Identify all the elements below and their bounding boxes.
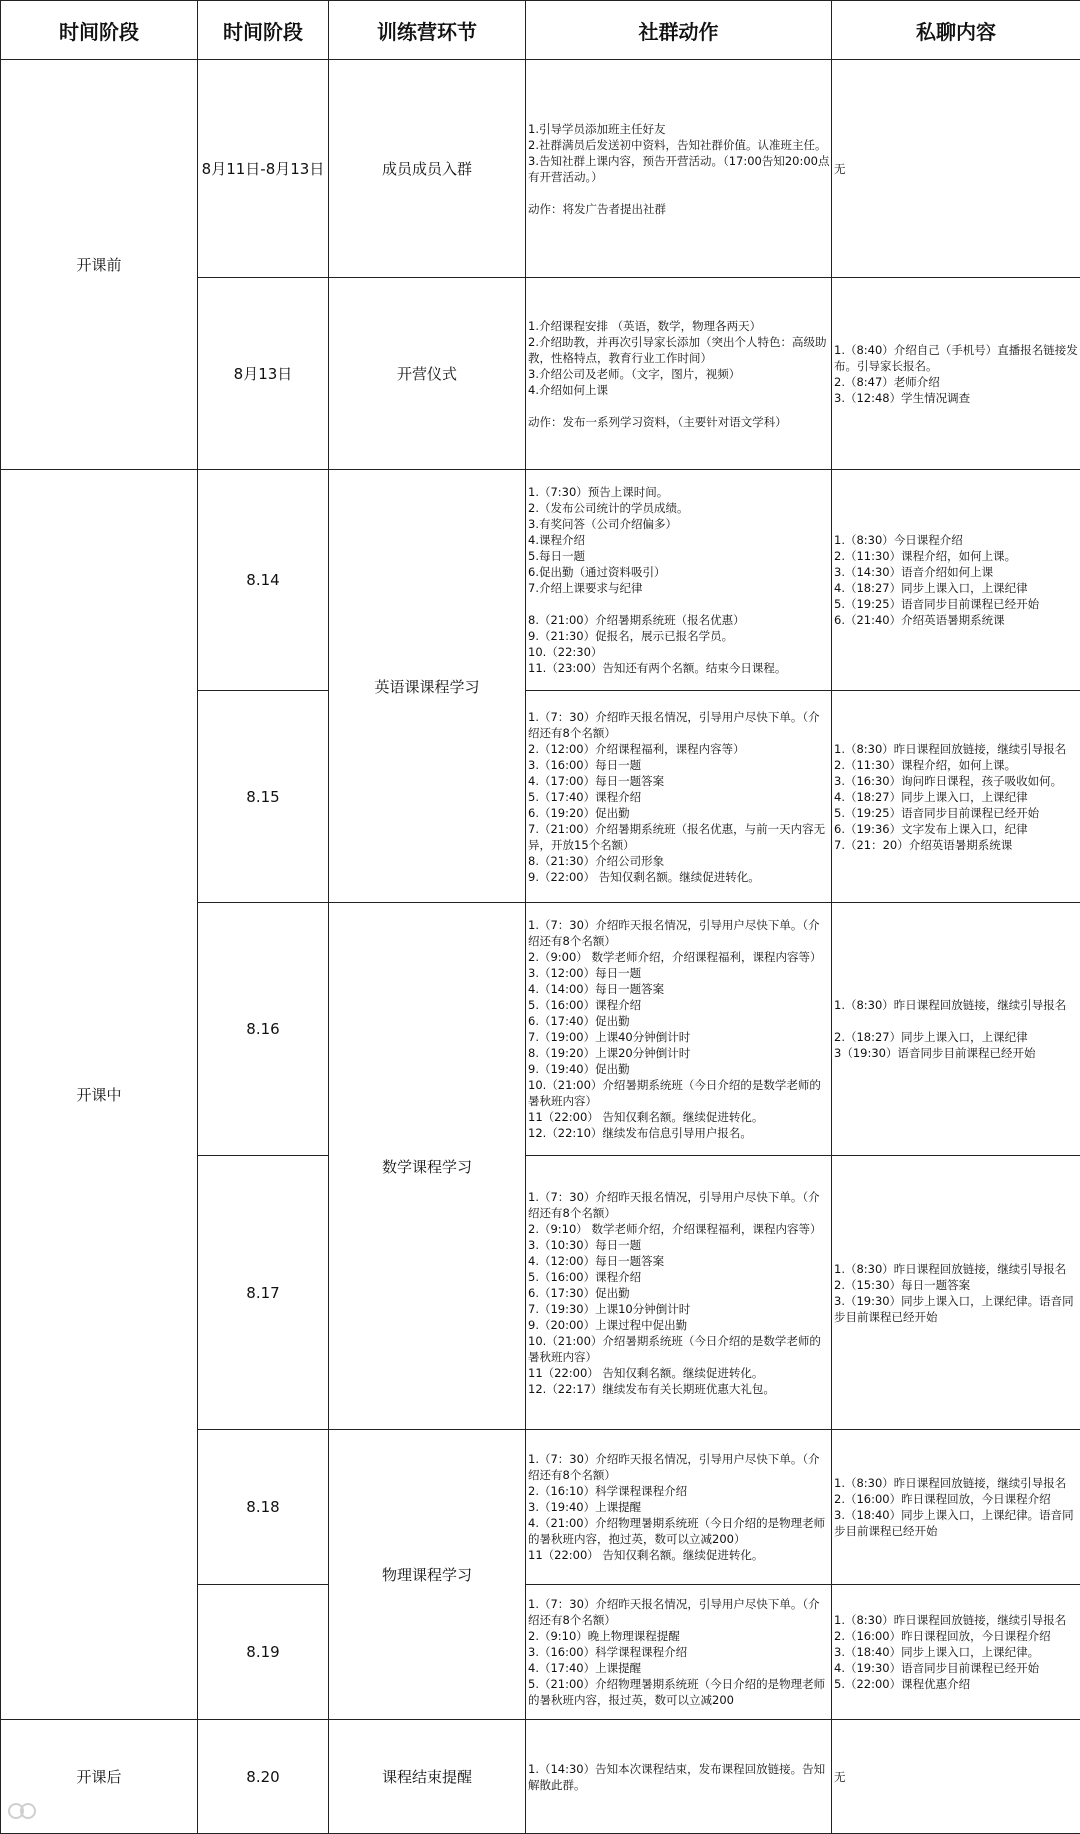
cell-line: 11.（23:00）告知还有两个名额。结束今日课程。 [528, 660, 830, 676]
cell-line: 3.（12:48）学生情况调查 [834, 390, 1079, 406]
date-cell: 8月13日 [198, 278, 329, 470]
cell-line: 5.（21:00）介绍物理暑期系统班（今日介绍的是物理老师的暑秋班内容，报过英，数可以立减200 [528, 1676, 830, 1708]
cell-line: 3.（18:40）同步上课入口，上课纪律。语音同步目前课程已经开始 [834, 1507, 1079, 1539]
cell-line: 动作：将发广告者提出社群 [528, 201, 830, 217]
cell-line: 1.（14:30）告知本次课程结束，发布课程回放链接。告知解散此群。 [528, 1761, 830, 1793]
header-private-chat: 私聊内容 [832, 1, 1080, 60]
group-action-cell [526, 1156, 832, 1430]
private-chat-cell [832, 470, 1080, 691]
cell-line: 3.（16:00）每日一题 [528, 757, 830, 773]
cell-line: 1.（7：30）介绍昨天报名情况，引导用户尽快下单。（介绍还有8个名额） [528, 1451, 830, 1483]
cell-line: 2.（9:10） 数学老师介绍，介绍课程福利，课程内容等） [528, 1221, 830, 1237]
group-action-cell [526, 1585, 832, 1720]
cell-line: 4.（14:00）每日一题答案 [528, 981, 830, 997]
cell-line: 10.（21:00）介绍暑期系统班（今日介绍的是数学老师的暑秋班内容） [528, 1077, 830, 1109]
private-chat-cell [832, 903, 1080, 1156]
cell-line: 2.社群满员后发送初中资料，告知社群价值。认准班主任。 [528, 137, 830, 153]
cell-line: 2.（8:47）老师介绍 [834, 374, 1079, 390]
cell-line: 6.促出勤（通过资料吸引） [528, 564, 830, 580]
segment-math: 数学课程学习 [329, 903, 526, 1430]
cell-line: 3.（19:40）上课提醒 [528, 1499, 830, 1515]
cell-line: 9.（21:30）促报名，展示已报名学员。 [528, 628, 830, 644]
cell-line [528, 596, 830, 612]
date-cell: 8.14 [198, 470, 329, 691]
cell-line: 1.（7：30）介绍昨天报名情况，引导用户尽快下单。（介绍还有8个名额） [528, 1189, 830, 1221]
date-cell: 8.19 [198, 1585, 329, 1720]
group-action-cell [526, 278, 832, 470]
group-action-cell [526, 1430, 832, 1585]
cell-line: 2.（9:00） 数学老师介绍，介绍课程福利，课程内容等） [528, 949, 830, 965]
segment-end: 课程结束提醒 [329, 1720, 526, 1834]
cell-line: 11（22:00） 告知仅剩名额。继续促进转化。 [528, 1365, 830, 1381]
header-row [1, 1, 1080, 60]
watermark-logo [6, 1800, 40, 1822]
segment-opening: 开营仪式 [329, 278, 526, 470]
cell-line: 5.（17:40）课程介绍 [528, 789, 830, 805]
group-action-cell [526, 1720, 832, 1834]
cell-line: 5.（16:00）课程介绍 [528, 1269, 830, 1285]
cell-line: 7.（19:30）上课10分钟倒计时 [528, 1301, 830, 1317]
cell-line: 1.（8:30）今日课程介绍 [834, 532, 1079, 548]
group-action-cell [526, 470, 832, 691]
cell-line: 11（22:00） 告知仅剩名额。继续促进转化。 [528, 1109, 830, 1125]
cell-line: 3.告知社群上课内容，预告开营活动。（17:00告知20:00点有开营活动。） [528, 153, 830, 185]
cell-line: 8.（21:30）介绍公司形象 [528, 853, 830, 869]
date-cell: 8月11日-8月13日 [198, 60, 329, 278]
group-action-cell [526, 903, 832, 1156]
date-cell: 8.15 [198, 691, 329, 903]
cell-line: 2.（11:30）课程介绍，如何上课。 [834, 757, 1079, 773]
cell-line: 1.（8:30）昨日课程回放链接，继续引导报名 [834, 741, 1079, 757]
cell-line: 5.（19:25）语音同步目前课程已经开始 [834, 596, 1079, 612]
cell-line: 8.（21:00）介绍暑期系统班（报名优惠） [528, 612, 830, 628]
cell-line: 6.（17:30）促出勤 [528, 1285, 830, 1301]
cell-line: 4.介绍如何上课 [528, 382, 830, 398]
cell-line: 4.（18:27）同步上课入口，上课纪律 [834, 580, 1079, 596]
cell-line: 3.（10:30）每日一题 [528, 1237, 830, 1253]
cell-line: 5.每日一题 [528, 548, 830, 564]
cell-line: 3.（18:40）同步上课入口，上课纪律。 [834, 1644, 1079, 1660]
cell-line: 4.（21:00）介绍物理暑期系统班（今日介绍的是物理老师的暑秋班内容，抱过英，数可以立减200） [528, 1515, 830, 1547]
cell-line: 2.（9:10）晚上物理课程提醒 [528, 1628, 830, 1644]
cell-line: 2.（16:00）昨日课程回放，今日课程介绍 [834, 1628, 1079, 1644]
cell-line: 7.（21：20）介绍英语暑期系统课 [834, 837, 1079, 853]
cell-line: 1.（7：30）介绍昨天报名情况，引导用户尽快下单。（介绍还有8个名额） [528, 917, 830, 949]
cell-line: 12.（22:17）继续发布有关长期班优惠大礼包。 [528, 1381, 830, 1397]
cell-line: 2.（18:27）同步上课入口，上课纪律 [834, 1029, 1079, 1045]
phase-after: 开课后 [1, 1720, 198, 1834]
date-cell: 8.20 [198, 1720, 329, 1834]
cell-line: 9.（20:00）上课过程中促出勤 [528, 1317, 830, 1333]
cell-line: 1.（7：30）介绍昨天报名情况，引导用户尽快下单。（介绍还有8个名额） [528, 709, 830, 741]
cell-line: 无 [834, 161, 1079, 177]
cell-line: 3（19:30）语音同步目前课程已经开始 [834, 1045, 1079, 1061]
cell-line: 4.（19:30）语音同步目前课程已经开始 [834, 1660, 1079, 1676]
cell-line: 5.（16:00）课程介绍 [528, 997, 830, 1013]
cell-line: 7.（21:00）介绍暑期系统班（报名优惠，与前一天内容无异，开放15个名额） [528, 821, 830, 853]
cell-line: 1.引导学员添加班主任好友 [528, 121, 830, 137]
cell-line: 6.（17:40）促出勤 [528, 1013, 830, 1029]
cell-line: 7.（19:00）上课40分钟倒计时 [528, 1029, 830, 1045]
private-chat-cell [832, 1585, 1080, 1720]
private-chat-cell [832, 1430, 1080, 1585]
cell-line: 10.（21:00）介绍暑期系统班（今日介绍的是数学老师的暑秋班内容） [528, 1333, 830, 1365]
cell-line: 3.（19:30）同步上课入口，上课纪律。语音同步目前课程已经开始 [834, 1293, 1079, 1325]
cell-line: 2.介绍助教，并再次引导家长添加（突出个人特色：高级助教，性格特点，教育行业工作时间） [528, 334, 830, 366]
header-group-action: 社群动作 [526, 1, 832, 60]
cell-line: 1.（8:40）介绍自己（手机号）直播报名链接发布。引导家长报名。 [834, 342, 1079, 374]
cell-line: 无 [834, 1769, 1079, 1785]
cell-line: 1.（8:30）昨日课程回放链接，继续引导报名 [834, 1475, 1079, 1491]
cell-line: 动作：发布一系列学习资料，（主要针对语文学科） [528, 414, 830, 430]
group-action-cell [526, 691, 832, 903]
cell-line [528, 398, 830, 414]
segment-physics: 物理课程学习 [329, 1430, 526, 1720]
cell-line: 2.（16:10）科学课程课程介绍 [528, 1483, 830, 1499]
table-row [1, 1720, 1080, 1834]
cell-line: 4.（17:00）每日一题答案 [528, 773, 830, 789]
cell-line: 6.（19:20）促出勤 [528, 805, 830, 821]
phase-before: 开课前 [1, 60, 198, 470]
cell-line: 3.（14:30）语音介绍如何上课 [834, 564, 1079, 580]
logo-icon [6, 1800, 40, 1822]
cell-line: 11（22:00） 告知仅剩名额。继续促进转化。 [528, 1547, 830, 1563]
cell-line: 9.（22:00） 告知仅剩名额。继续促进转化。 [528, 869, 830, 885]
cell-line: 3.（16:00）科学课程课程介绍 [528, 1644, 830, 1660]
cell-line: 4.（18:27）同步上课入口，上课纪律 [834, 789, 1079, 805]
cell-line: 1.（7:30）预告上课时间。 [528, 484, 830, 500]
cell-line: 4.课程介绍 [528, 532, 830, 548]
cell-line: 2.（11:30）课程介绍，如何上课。 [834, 548, 1079, 564]
segment-join: 成员成员入群 [329, 60, 526, 278]
cell-line: 5.（22:00）课程优惠介绍 [834, 1676, 1079, 1692]
table-row [1, 60, 1080, 278]
cell-line: 1.（8:30）昨日课程回放链接，继续引导报名 [834, 1612, 1079, 1628]
cell-line: 1.（8:30）昨日课程回放链接，继续引导报名 [834, 1261, 1079, 1277]
private-chat-cell [832, 278, 1080, 470]
cell-line: 5.（19:25）语音同步目前课程已经开始 [834, 805, 1079, 821]
cell-line: 4.（17:40）上课提醒 [528, 1660, 830, 1676]
table-row [1, 470, 1080, 691]
cell-line: 1.（8:30）昨日课程回放链接，继续引导报名 [834, 997, 1079, 1013]
private-chat-cell [832, 691, 1080, 903]
cell-line: 2.（15:30）每日一题答案 [834, 1277, 1079, 1293]
date-cell: 8.18 [198, 1430, 329, 1585]
phase-during: 开课中 [1, 470, 198, 1720]
segment-english: 英语课课程学习 [329, 470, 526, 903]
cell-line: 3.（16:30）询问昨日课程，孩子吸收如何。 [834, 773, 1079, 789]
header-segment: 训练营环节 [329, 1, 526, 60]
private-chat-cell [832, 60, 1080, 278]
cell-line: 6.（21:40）介绍英语暑期系统课 [834, 612, 1079, 628]
cell-line: 2.（16:00）昨日课程回放，今日课程介绍 [834, 1491, 1079, 1507]
header-date: 时间阶段 [198, 1, 329, 60]
cell-line: 10.（22:30） [528, 644, 830, 660]
cell-line: 7.介绍上课要求与纪律 [528, 580, 830, 596]
date-cell: 8.16 [198, 903, 329, 1156]
cell-line: 2.（12:00）介绍课程福利，课程内容等） [528, 741, 830, 757]
cell-line: 3.（12:00）每日一题 [528, 965, 830, 981]
private-chat-cell [832, 1720, 1080, 1834]
cell-line [834, 1013, 1079, 1029]
private-chat-cell [832, 1156, 1080, 1430]
date-cell: 8.17 [198, 1156, 329, 1430]
cell-line: 8.（19:20）上课20分钟倒计时 [528, 1045, 830, 1061]
cell-line: 3.介绍公司及老师。（文字，图片，视频） [528, 366, 830, 382]
cell-line: 1.介绍课程安排 （英语，数学，物理各两天） [528, 318, 830, 334]
cell-line: 9.（19:40）促出勤 [528, 1061, 830, 1077]
header-phase: 时间阶段 [1, 1, 198, 60]
cell-line: 6.（19:36）文字发布上课入口，纪律 [834, 821, 1079, 837]
cell-line: 12.（22:10）继续发布信息引导用户报名。 [528, 1125, 830, 1141]
cell-line: 1.（7：30）介绍昨天报名情况，引导用户尽快下单。（介绍还有8个名额） [528, 1596, 830, 1628]
cell-line [528, 185, 830, 201]
group-action-cell [526, 60, 832, 278]
cell-line: 4.（12:00）每日一题答案 [528, 1253, 830, 1269]
cell-line: 2.（发布公司统计的学员成绩。 [528, 500, 830, 516]
cell-line: 3.有奖问答（公司介绍偏多） [528, 516, 830, 532]
